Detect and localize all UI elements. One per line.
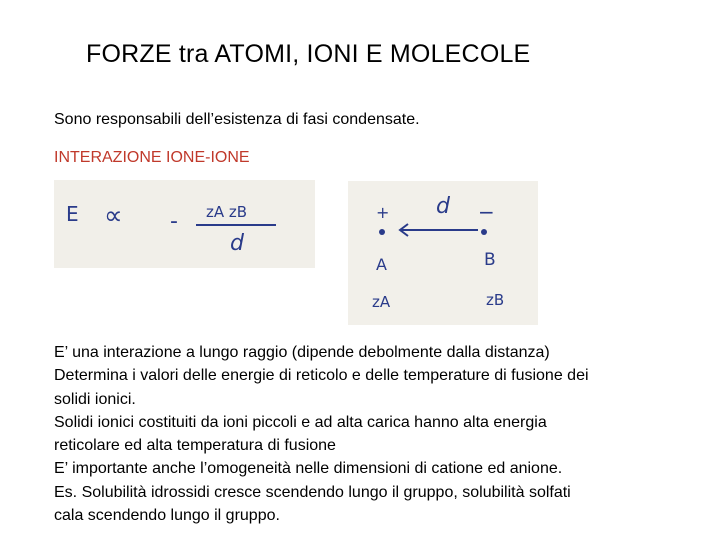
slide-title: FORZE tra ATOMI, IONI E MOLECOLE <box>86 40 531 68</box>
ion-a-dot <box>379 229 385 235</box>
formula-numerator: zA zB <box>206 203 248 221</box>
body-line: Es. Solubilità idrossidi cresce scendendo lungo il gruppo, solubilità solfati <box>54 483 571 501</box>
diagram-z-a: zA <box>372 293 391 311</box>
diagram-z-b: zB <box>486 291 505 309</box>
body-line: Solidi ionici costituiti da ioni piccoli e ad alta carica hanno alta energia <box>54 413 547 431</box>
body-line: Determina i valori delle energie di reticolo e delle temperature di fusione dei <box>54 367 589 385</box>
diagram-ion-a: A <box>376 255 387 274</box>
formula-energy: E <box>66 202 79 226</box>
body-line: cala scendendo lungo il gruppo. <box>54 507 280 525</box>
body-line: solidi ionici. <box>54 390 136 408</box>
body-line: E’ una interazione a lungo raggio (dipende debolmente dalla distanza) <box>54 344 550 361</box>
body-text <box>54 341 694 527</box>
formula-denominator: d <box>230 231 244 256</box>
formula-proportional: ∝ <box>104 201 123 231</box>
ion-diagram-image <box>348 181 538 325</box>
diagram-charge-a: + <box>376 203 390 222</box>
diagram-charge-b: − <box>478 200 495 224</box>
diagram-ion-b: B <box>484 250 496 270</box>
diagram-distance-label: d <box>436 194 450 219</box>
ion-b-dot <box>481 229 487 235</box>
formula-image <box>54 180 315 268</box>
slide-subtitle: Sono responsabili dell’esistenza di fasi condensate. <box>54 111 420 128</box>
formula-minus: - <box>170 209 178 234</box>
body-line: reticolare ed alta temperatura di fusione <box>54 437 336 455</box>
section-heading: INTERAZIONE IONE-IONE <box>54 149 250 166</box>
body-line: E’ importante anche l’omogeneità nelle dimensioni di catione ed anione. <box>54 460 563 478</box>
